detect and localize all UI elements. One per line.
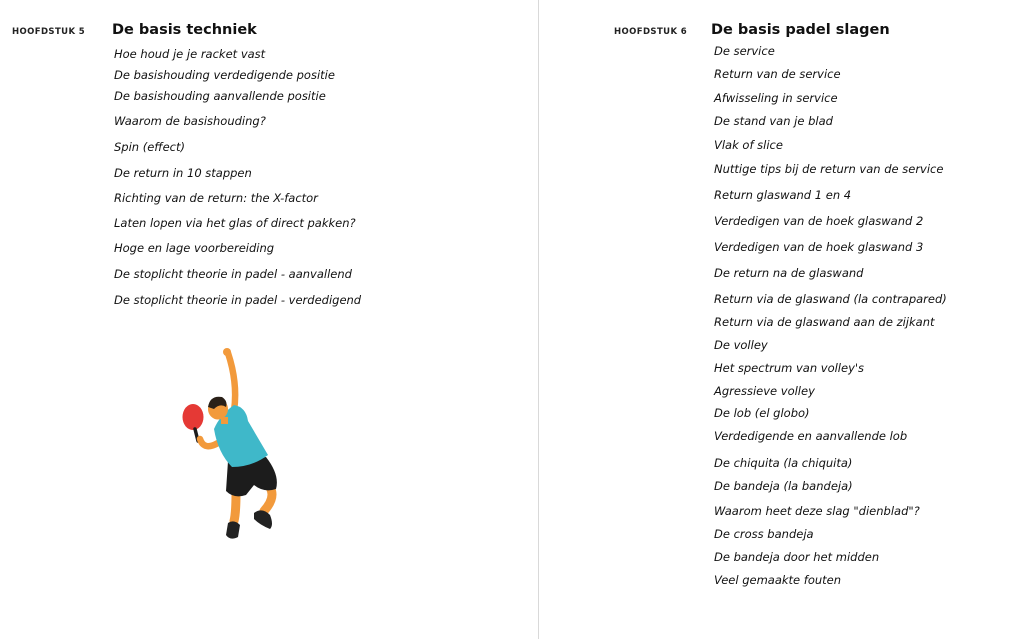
toc-item: Verdedigen van de hoek glaswand 2 [714, 214, 924, 228]
toc-item: Hoe houd je je racket vast [114, 47, 266, 61]
toc-item: Verdedigende en aanvallende lob [714, 429, 908, 443]
toc-item: De basishouding aanvallende positie [114, 89, 326, 103]
toc-item: Return glaswand 1 en 4 [714, 188, 852, 202]
toc-item: Afwisseling in service [714, 91, 838, 105]
toc-item: Hoge en lage voorbereiding [114, 241, 275, 255]
chapter-title: De basis padel slagen [711, 22, 890, 38]
toc-item: Richting van de return: the X-factor [114, 191, 318, 205]
page-divider [538, 0, 539, 639]
toc-item: De return in 10 stappen [114, 166, 252, 180]
toc-item: Waarom de basishouding? [114, 114, 266, 128]
toc-item: Nuttige tips bij de return van de service [714, 162, 944, 176]
toc-item: De chiquita (la chiquita) [714, 456, 853, 470]
chapter-label: HOOFDSTUK 6 [614, 27, 688, 37]
toc-item: De stoplicht theorie in padel - verdedigend [114, 293, 362, 307]
toc-item: De cross bandeja [714, 527, 814, 541]
toc-item: De bandeja (la bandeja) [714, 479, 853, 493]
toc-item: De bandeja door het midden [714, 550, 880, 564]
toc-item: Agressieve volley [714, 384, 815, 398]
toc-item: De return na de glaswand [714, 266, 864, 280]
toc-item: De stand van je blad [714, 114, 833, 128]
chapter-title: De basis techniek [112, 22, 257, 38]
chapter-label: HOOFDSTUK 5 [12, 27, 86, 37]
toc-item: Laten lopen via het glas of direct pakken? [114, 216, 356, 230]
toc-item: Return via de glaswand (la contrapared) [714, 292, 947, 306]
toc-item: Return van de service [714, 67, 841, 81]
toc-item: De service [714, 44, 775, 58]
toc-item: Vlak of slice [714, 138, 783, 152]
toc-item: Return via de glaswand aan de zijkant [714, 315, 935, 329]
toc-item: Verdedigen van de hoek glaswand 3 [714, 240, 924, 254]
toc-item: De volley [714, 338, 768, 352]
right-page [540, 0, 1024, 639]
toc-item: De basishouding verdedigende positie [114, 68, 335, 82]
toc-item: De stoplicht theorie in padel - aanvallend [114, 267, 352, 281]
toc-item: De lob (el globo) [714, 406, 810, 420]
toc-item: Waarom heet deze slag "dienblad"? [714, 504, 920, 518]
toc-item: Het spectrum van volley's [714, 361, 865, 375]
padel-player-serving-icon [176, 343, 294, 543]
toc-item: Veel gemaakte fouten [714, 573, 842, 587]
racket-head-icon [183, 404, 204, 430]
toc-item: Spin (effect) [114, 140, 185, 154]
